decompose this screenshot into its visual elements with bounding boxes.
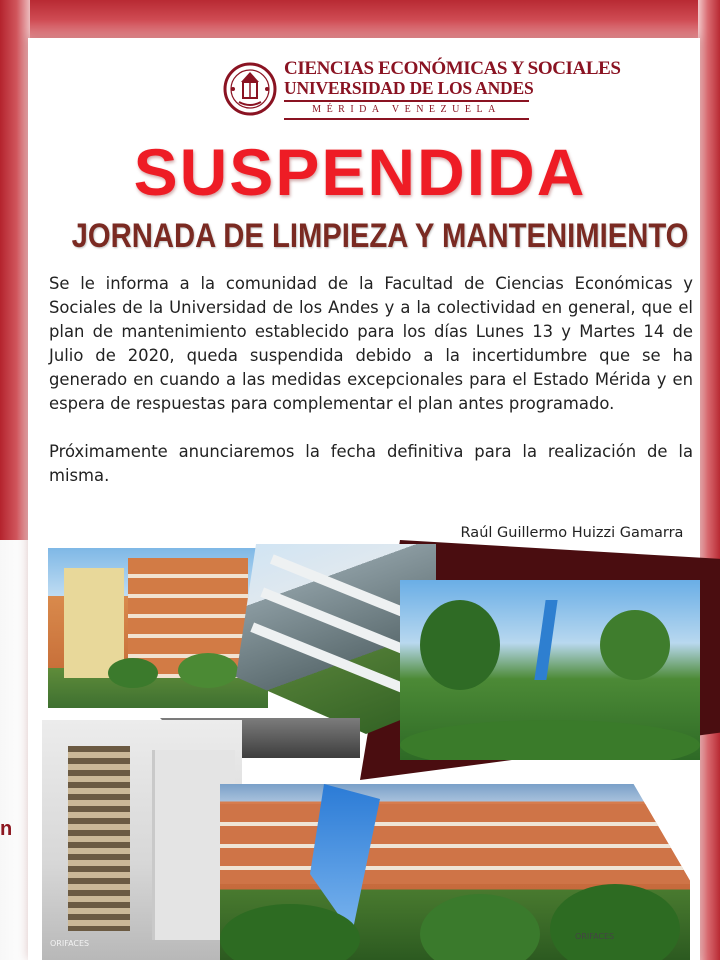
announcement-body xyxy=(49,272,693,512)
photo-watermark-right: ORIFACES xyxy=(575,932,615,941)
header-divider xyxy=(284,100,529,102)
paragraph-2: Próximamente anunciaremos la fecha definitiva para la realización de la misma. xyxy=(49,442,693,485)
signatory-name: Raúl Guillermo Huizzi Gamarra xyxy=(460,525,684,541)
university-seal-icon xyxy=(223,58,278,120)
campus-photo-garden xyxy=(400,580,700,760)
campus-photo-building-2 xyxy=(220,784,690,960)
location-text: MÉRIDA VENEZUELA xyxy=(312,104,501,115)
frame-left-bottom xyxy=(0,540,30,960)
header-block xyxy=(284,58,621,120)
page-subtitle: JORNADA DE LIMPIEZA Y MANTENIMIENTO xyxy=(71,217,689,255)
university-name: UNIVERSIDAD DE LOS ANDES xyxy=(284,78,534,98)
photo-watermark-left: ORIFACES xyxy=(50,939,90,948)
header-divider-bottom xyxy=(284,118,529,120)
campus-photo-collage xyxy=(40,540,700,960)
faculty-name: CIENCIAS ECONÓMICAS Y SOCIALES xyxy=(284,58,621,79)
campus-photo-building-1 xyxy=(48,548,268,708)
side-text-fragment: n xyxy=(0,818,13,840)
campus-photo-facade xyxy=(42,720,242,960)
page-title: SUSPENDIDA xyxy=(133,135,587,209)
paragraph-1: Se le informa a la comunidad de la Facultad de Ciencias Económicas y Sociales de la Universidad de los Andes y a la colectividad en general, que el plan de mantenimiento establecido para los días Lunes 13 y Martes 14 de Julio de 2020, queda suspendida debido a la incertidumbre que se ha generado en cuando a las medidas excepcionales para el Estado Mérida y en espera de respuestas para complementar el plan antes programado. xyxy=(49,274,693,413)
